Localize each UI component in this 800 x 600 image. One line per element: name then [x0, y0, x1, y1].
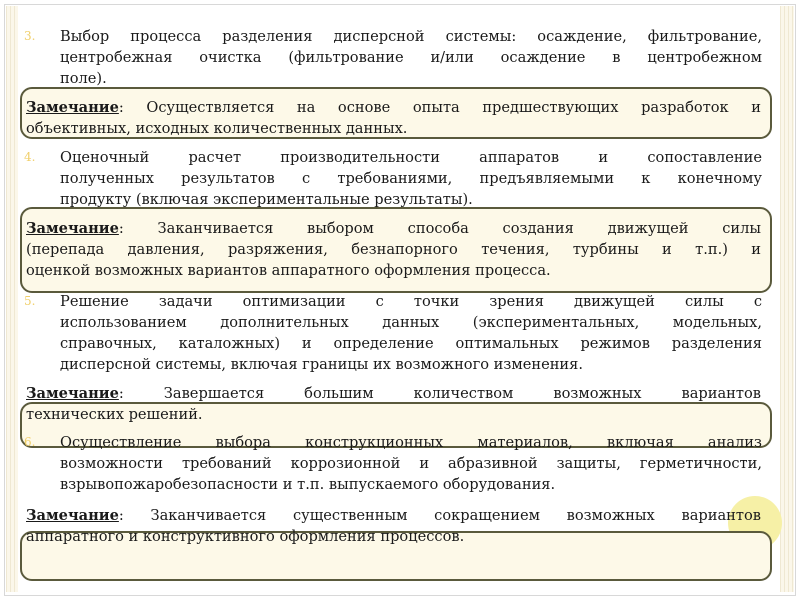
right-decorative-stripe [780, 6, 794, 592]
list-item [24, 291, 762, 375]
note-label: Замечание [26, 220, 119, 237]
item-line: взрывопожаробезопасности и т.п. выпускаемого оборудования. [60, 476, 556, 493]
item-line: центробежная очистка (фильтрование и/или осаждение в центробежном [60, 49, 762, 66]
item-line: продукту (включая экспериментальные результаты). [60, 191, 473, 208]
list-item [24, 26, 762, 89]
note-line: : Заканчивается выбором способа создания движущей силы [118, 220, 761, 237]
item-line: Осуществление выбора конструкционных материалов, включая анализ [60, 434, 762, 451]
note-line: объективных, исходных количественных данных. [26, 120, 408, 137]
note-paragraph [26, 97, 761, 139]
item-number: 3. [24, 29, 36, 43]
note-line: (перепада давления, разряжения, безнапорного течения, турбины и т.п.) и [26, 241, 761, 258]
item-line: полученных результатов с требованиями, предъявляемыми к конечному [60, 170, 762, 187]
item-line: использованием дополнительных данных (экспериментальных, модельных, [60, 314, 762, 331]
note-line: аппаратного и конструктивного оформления процессов. [26, 528, 465, 545]
list-item [24, 147, 762, 210]
left-decorative-stripe [6, 6, 18, 592]
note-label: Замечание [26, 385, 119, 402]
note-line: технических решений. [26, 406, 203, 423]
list-item [24, 432, 762, 495]
note-label: Замечание [26, 507, 119, 524]
note-label: Замечание [26, 99, 119, 116]
item-line: поле). [60, 70, 107, 87]
item-line: дисперсной системы, включая границы их возможного изменения. [60, 356, 584, 373]
item-number: 6. [24, 435, 36, 449]
note-paragraph [26, 505, 761, 547]
item-line: справочных, каталожных) и определение оптимальных режимов разделения [60, 335, 762, 352]
note-line: : Заканчивается существенным сокращением возможных вариантов [118, 507, 761, 524]
item-number: 4. [24, 150, 36, 164]
item-line: Оценочный расчет производительности аппаратов и сопоставление [60, 149, 762, 166]
item-number: 5. [24, 294, 36, 308]
note-paragraph [26, 383, 761, 425]
item-line: возможности требований коррозионной и абразивной защиты, герметичности, [60, 455, 762, 472]
item-line: Выбор процесса разделения дисперсной системы: осаждение, фильтрование, [60, 28, 762, 45]
item-line: Решение задачи оптимизации с точки зрения движущей силы с [60, 293, 762, 310]
note-line: : Осуществляется на основе опыта предшествующих разработок и [118, 99, 761, 116]
note-line: : Завершается большим количеством возможных вариантов [118, 385, 761, 402]
note-line: оценкой возможных вариантов аппаратного оформления процесса. [26, 262, 551, 279]
note-paragraph [26, 218, 761, 281]
